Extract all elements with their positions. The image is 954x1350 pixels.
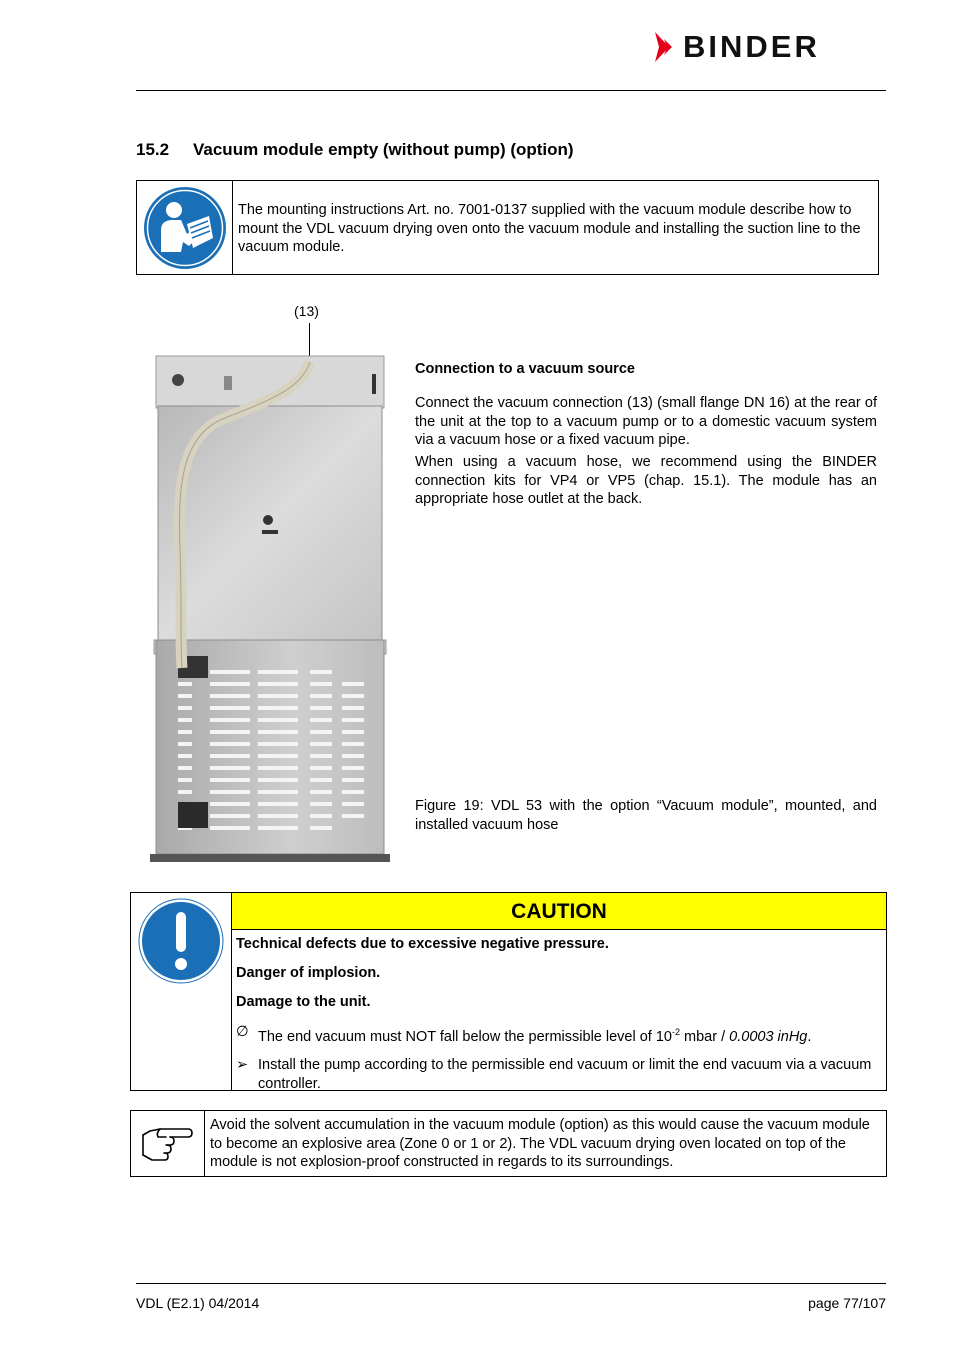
info-box <box>136 180 879 275</box>
vacuum-module-photo <box>150 350 390 862</box>
header-rule <box>136 90 886 91</box>
arrow-bullet-icon: ➢ <box>236 1057 249 1074</box>
caution-line-2: Danger of implosion. <box>236 965 381 981</box>
caution-icon-cell <box>131 893 232 1090</box>
caution-item-1-text: The end vacuum must NOT fall below the permissible level of $10^{-2}$ mbar / 0.0003 inHg. <box>258 1027 812 1045</box>
connection-paragraph-1: Connect the vacuum connection (13) (small flange DN 16) at the rear of the unit at the top to a vacuum pump or to a domestic vacuum system via a vacuum hose or a fixed vacuum pipe. <box>415 395 877 448</box>
binder-logo <box>655 30 820 64</box>
section-number: 15.2 <box>136 140 170 159</box>
caution-header: CAUTION <box>232 893 886 930</box>
note-box <box>130 1110 887 1177</box>
section-heading <box>136 140 574 160</box>
caution-box <box>130 892 887 1091</box>
caution-line-1: Technical defects due to excessive negative pressure. <box>236 936 609 952</box>
pointing-hand-icon <box>140 1121 194 1165</box>
logo-text: BINDER <box>683 29 820 64</box>
callout-13: (13) <box>294 303 319 319</box>
read-manual-icon <box>143 186 227 270</box>
note-text: Avoid the solvent accumulation in the vacuum module (option) as this would cause the vacuum module to become an explosive area (Zone 0 or 1 or 2). The VDL vacuum drying oven located on top of the module is not explosion-proof constructed in regards to its surroundings. <box>210 1117 870 1170</box>
footer-rule <box>136 1283 886 1284</box>
footer-page-number: page 77/107 <box>808 1295 886 1311</box>
footer-document-id: VDL (E2.1) 04/2014 <box>136 1295 260 1311</box>
caution-item-2-text: Install the pump according to the permissible end vacuum or limit the end vacuum via a vacuum controller. <box>258 1057 872 1092</box>
connection-paragraph-2: When using a vacuum hose, we recommend using the BINDER connection kits for VP4 or VP5 (chap. 15.1). The module has an appropriate hose outlet at the back. <box>415 454 877 507</box>
note-icon-cell <box>131 1111 205 1176</box>
connection-heading: Connection to a vacuum source <box>415 361 635 377</box>
caution-prohibition-item <box>236 1023 876 1046</box>
info-text: The mounting instructions Art. no. 7001-0137 supplied with the vacuum module describe how to mount the VDL vacuum drying oven onto the vacuum module and installing the suction line to the vacuum module. <box>238 202 861 255</box>
exclamation-icon <box>138 898 224 984</box>
figure-caption: Figure 19: VDL 53 with the option “Vacuum module”, mounted, and installed vacuum hose <box>415 798 877 833</box>
binder-logo-mark-icon <box>655 30 677 64</box>
caution-body <box>236 936 876 1103</box>
section-title: Vacuum module empty (without pump) (option) <box>193 140 574 159</box>
info-icon-cell <box>137 181 233 274</box>
prohibition-symbol: ∅ <box>236 1024 249 1040</box>
caution-instruction-item <box>236 1056 876 1093</box>
caution-line-3: Damage to the unit. <box>236 994 371 1010</box>
